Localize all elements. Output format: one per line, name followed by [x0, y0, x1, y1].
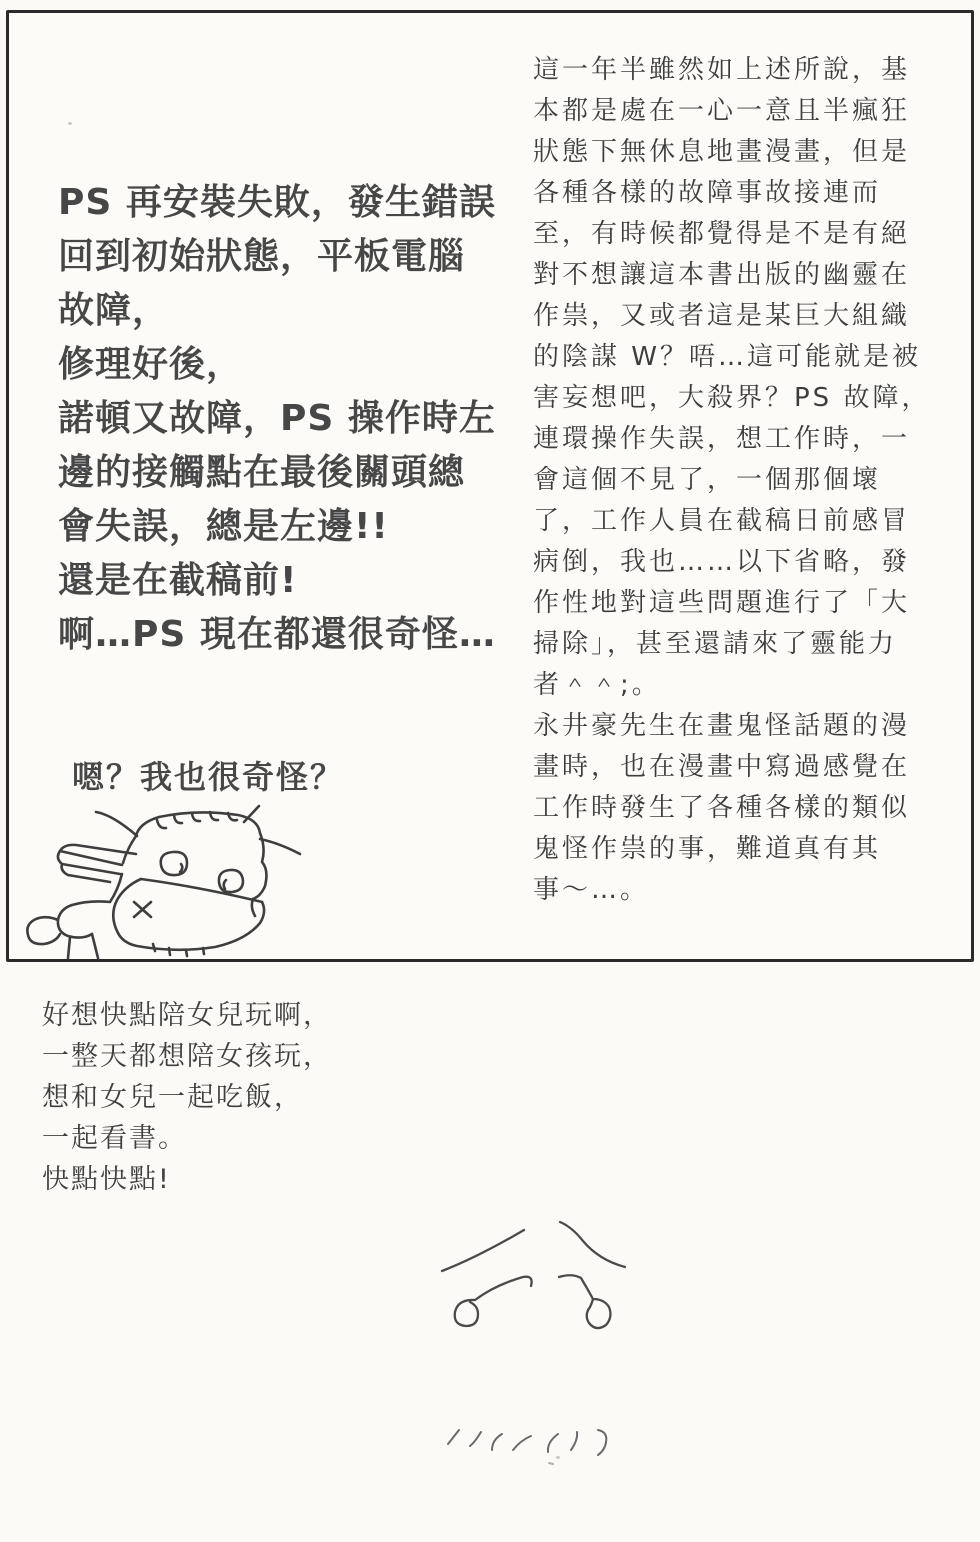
- doodle-left-eye: [161, 852, 187, 875]
- handwritten-note-column: [58, 176, 496, 662]
- tally-stroke: [448, 1430, 459, 1444]
- printed-line: 永井豪先生在畫鬼怪話題的漫: [533, 711, 911, 741]
- wish-line: 一起看書。: [42, 1123, 187, 1154]
- doodle-caption: 嗯？我也很奇怪？: [72, 758, 345, 796]
- tally-stroke: [571, 1432, 577, 1450]
- handwritten-line: 會失誤，總是左邊!!: [58, 506, 389, 547]
- wish-line: 一整天都想陪女孩玩，: [42, 1041, 332, 1072]
- paper-speck: [68, 122, 72, 125]
- printed-line: 了，工作人員在截稿日前感冒: [533, 506, 911, 536]
- legs-doodle: [420, 1215, 680, 1365]
- doodle-body: [58, 874, 122, 938]
- handwritten-line: 修理好後，: [58, 344, 244, 385]
- tally-dot: [549, 1463, 553, 1464]
- legs-right-leg: [559, 1275, 610, 1328]
- printed-line: 對不想讓這本書出版的幽靈在: [533, 260, 911, 290]
- doodle-head-left-side: [123, 836, 136, 863]
- masked-character-doodle: [10, 790, 350, 962]
- doodle-right-eye: [219, 870, 243, 892]
- doodle-bandana-tails: [58, 845, 136, 882]
- doodle-mask-x-stitch: [134, 902, 151, 917]
- tally-stroke: [513, 1436, 531, 1450]
- printed-line: 至，有時候都覺得是不是有絕: [533, 219, 911, 249]
- printed-line: 作性地對這些問題進行了「大: [533, 588, 911, 618]
- printed-line: 的陰謀 W？唔…這可能就是被: [533, 342, 921, 372]
- printed-line: 作祟，又或者這是某巨大組織: [533, 301, 911, 331]
- handwritten-line: 還是在截稿前!: [58, 560, 298, 601]
- printed-line: 工作時發生了各種各樣的類似: [533, 793, 911, 823]
- paper-speck: [556, 1456, 560, 1459]
- doodle-head-outline: [136, 812, 266, 899]
- legs-left-arc: [442, 1230, 524, 1271]
- handwritten-line: 故障，: [58, 290, 170, 331]
- handwritten-line: 邊的接觸點在最後關頭總: [58, 452, 466, 493]
- printed-line: 這一年半雖然如上述所說，基: [533, 55, 911, 85]
- tally-stroke: [470, 1432, 481, 1446]
- printed-line: 事～…。: [533, 875, 650, 905]
- legs-right-arc: [560, 1222, 625, 1267]
- printed-line: 本都是處在一心一意且半瘋狂: [533, 96, 911, 126]
- printed-line: 各種各樣的故障事故接連而: [533, 178, 882, 208]
- printed-line: 者＾＾;。: [533, 670, 661, 700]
- legs-left-leg: [455, 1277, 532, 1326]
- printed-line: 連環操作失誤，想工作時，一: [533, 424, 911, 454]
- printed-line: 鬼怪作祟的事，難道真有其: [533, 834, 882, 864]
- printed-line: 會這個不見了，一個那個壞: [533, 465, 882, 495]
- doodle-right-tuft: [260, 839, 300, 854]
- printed-line: 狀態下無休息地畫漫畫，但是: [533, 137, 911, 167]
- doodle-left-tuft: [96, 812, 137, 836]
- printed-line: 掃除」，甚至還請來了靈能力: [533, 629, 898, 659]
- tally-stroke: [548, 1434, 558, 1452]
- doodle-paw: [27, 917, 60, 944]
- printed-afterword-column: [533, 50, 963, 911]
- printed-line: 病倒，我也……以下省略，發: [533, 547, 911, 577]
- handwritten-line: 啊…PS 現在都還很奇怪…: [58, 614, 496, 655]
- wish-line: 想和女兒一起吃飯，: [42, 1082, 303, 1113]
- handwritten-line: PS 再安裝失敗，發生錯誤: [58, 182, 496, 223]
- handwritten-line: 諾頓又故障，PS 操作時左: [58, 398, 496, 439]
- printed-line: 害妄想吧，大殺界？PS 故障，: [533, 383, 931, 413]
- tally-stroke: [492, 1434, 502, 1450]
- wish-line: 快點快點!: [42, 1164, 171, 1195]
- tally-marks-doodle: [428, 1422, 643, 1482]
- handwritten-line: 回到初始狀態，平板電腦: [58, 236, 466, 277]
- wish-note: [42, 995, 332, 1200]
- wish-line: 好想快點陪女兒玩啊，: [42, 1000, 332, 1031]
- printed-line: 畫時，也在漫畫中寫過感覺在: [533, 752, 911, 782]
- tally-stroke: [598, 1430, 606, 1455]
